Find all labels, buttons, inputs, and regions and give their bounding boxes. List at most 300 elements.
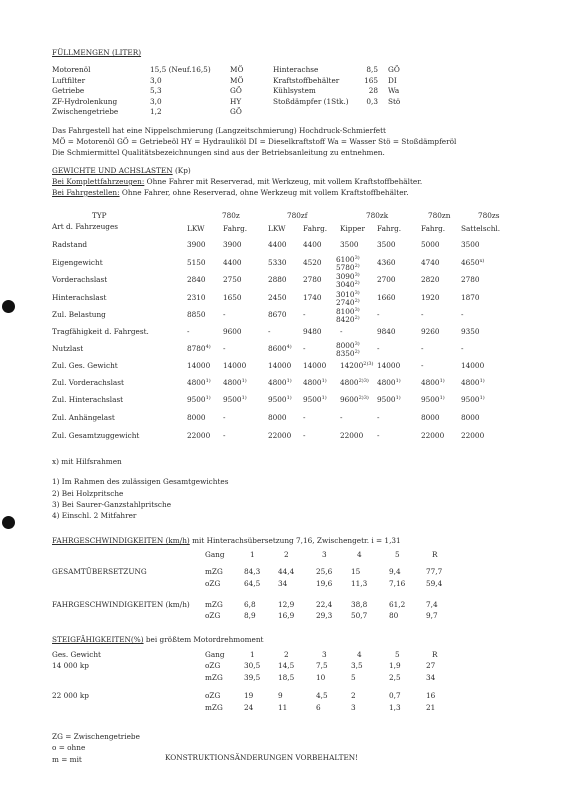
cell: 5330	[268, 258, 287, 267]
speed-value: 22,4	[316, 600, 333, 609]
cell	[340, 379, 369, 386]
steig-value: 7,5	[316, 661, 328, 670]
speed-value: 38,8	[351, 600, 368, 609]
cell: -	[303, 431, 306, 440]
speed-value: 25,6	[316, 567, 333, 576]
cell: 4520	[303, 258, 322, 267]
cell-value: 4800	[223, 378, 242, 387]
cell: 1920	[421, 293, 440, 302]
footnote-mark: 3)	[354, 272, 360, 278]
speed-value: 8,9	[244, 611, 256, 620]
legend-item: ZG = Zwischengetriebe	[52, 732, 140, 741]
cell	[187, 345, 211, 352]
gear-header: 5	[395, 650, 400, 659]
footnote-mark: 1)	[395, 378, 401, 384]
weight-label: 14 000 kp	[52, 661, 89, 670]
cell: -	[340, 413, 343, 422]
footnote-mark: 2)	[354, 315, 360, 321]
mode-label: mZG	[205, 673, 223, 682]
steig-value: 39,5	[244, 673, 261, 682]
footnote-mark: 3)	[354, 307, 360, 313]
cell: -	[223, 344, 226, 353]
mode-label: oZG	[205, 611, 221, 620]
footnote-mark: 3)	[354, 255, 360, 261]
footnote-mark: 1)	[205, 395, 211, 401]
fill-label: Hinterachse	[273, 65, 319, 74]
fill-label: Motorenöl	[52, 65, 91, 74]
footnote-mark: 2)3)	[363, 361, 374, 367]
fill-unit: MÖ	[230, 65, 244, 74]
fill-value: 15,5 (Neuf.16,5)	[150, 65, 211, 74]
cell-value: 9500	[303, 395, 322, 404]
cell: 2750	[223, 275, 242, 284]
mode-label: oZG	[205, 661, 221, 670]
speed-value: 34	[278, 579, 288, 588]
cell: 14000	[303, 361, 327, 370]
gewichte-heading	[52, 167, 191, 174]
speed-value: 29,3	[316, 611, 333, 620]
steig-value: 3,5	[351, 661, 363, 670]
footnote-mark: 4)	[205, 344, 211, 350]
steig-value: 24	[244, 703, 254, 712]
speed-value: 9,4	[389, 567, 401, 576]
definition-text: Ohne Fahrer, ohne Reserverad, ohne Werkzeug mit vollem Kraftstoffbehälter.	[121, 188, 409, 197]
footer-note: KONSTRUKTIONSÄNDERUNGEN VORBEHALTEN!	[165, 753, 359, 762]
cell: 9840	[377, 327, 396, 336]
footnote-mark: 1)	[205, 378, 211, 384]
model-header: 780zf	[287, 211, 308, 220]
cell: 2840	[187, 275, 206, 284]
speed-value: 19,6	[316, 579, 333, 588]
cell-value: 8100	[336, 307, 355, 316]
cell: 1650	[223, 293, 242, 302]
footnote-mark: 1)	[321, 378, 327, 384]
steig-value: 4,5	[316, 691, 328, 700]
speed-value: 7,4	[426, 600, 438, 609]
gear-header: 3	[322, 650, 327, 659]
row-label: Nutzlast	[52, 344, 84, 353]
cell-value: 3040	[336, 280, 355, 289]
speed-subtitle: mit Hinterachsübersetzung 7,16, Zwischengetr. i = 1,31	[192, 536, 401, 545]
speed-value: 44,4	[278, 567, 295, 576]
cell: 3900	[187, 240, 206, 249]
steig-heading	[52, 636, 263, 643]
stacked-cell	[336, 272, 360, 288]
art-label: Art d. Fahrzeuges	[52, 222, 119, 231]
cell	[461, 396, 485, 403]
cell: 4740	[421, 258, 440, 267]
steig-value: 9	[278, 691, 283, 700]
gewichte-definition	[52, 178, 422, 185]
fill-value: 165	[364, 75, 378, 85]
steig-subtitle: bei größtem Motordrehmoment	[145, 635, 264, 644]
steig-value: 10	[316, 673, 326, 682]
subcol-header: Fahrg.	[421, 224, 446, 233]
cell-value: 8600	[268, 344, 287, 353]
steig-value: 30,5	[244, 661, 261, 670]
cell: 4400	[223, 258, 242, 267]
cell	[340, 362, 373, 369]
gear-header: 1	[250, 550, 255, 559]
speed-value: 77,7	[426, 567, 443, 576]
cell-value: 14200	[340, 361, 364, 370]
footnote-mark: 1)	[286, 395, 292, 401]
cell: 8670	[268, 310, 287, 319]
fill-unit: Stö	[388, 96, 401, 106]
cell-value: 4800	[268, 378, 287, 387]
subcol-header: Fahrg.	[223, 224, 248, 233]
row-label: Zul. Vorderachslast	[52, 378, 124, 387]
row-label: Zul. Belastung	[52, 310, 106, 319]
footnote-mark: 3)	[354, 290, 360, 296]
subcol-header: Fahrg.	[303, 224, 328, 233]
footnote-mark: 4)	[286, 344, 292, 350]
footnote-mark: 1)	[395, 395, 401, 401]
fill-unit: Wa	[388, 86, 400, 95]
note-hilfsrahmen: x) mit Hilfsrahmen	[52, 457, 122, 466]
speed-value: 12,9	[278, 600, 295, 609]
speed-value: 61,2	[389, 600, 406, 609]
footnote-mark: 2)	[354, 280, 360, 286]
cell: 8850	[187, 310, 206, 319]
cell	[187, 396, 211, 403]
row-label: Tragfähigkeit d. Fahrgest.	[52, 327, 149, 336]
fill-unit: GÖ	[388, 65, 400, 74]
cell: 8000	[187, 413, 206, 422]
group-label: GESAMTÜBERSETZUNG	[52, 567, 147, 576]
gewichte-title: GEWICHTE UND ACHSLASTEN	[52, 166, 173, 175]
fill-value: 3,0	[150, 75, 162, 85]
fill-label: Zwischengetriebe	[52, 107, 119, 116]
steig-value: 16	[426, 691, 436, 700]
footnote-mark: 1)	[439, 395, 445, 401]
cell-value: 4800	[303, 378, 322, 387]
cell	[223, 379, 247, 386]
footnote-mark: 1)	[439, 378, 445, 384]
cell-value: 9500	[268, 395, 287, 404]
cell: 1870	[461, 293, 480, 302]
footnote: 4) Einschl. 2 Mitfahrer	[52, 511, 137, 520]
cell: 3500	[377, 240, 396, 249]
fill-unit: GÖ	[230, 86, 242, 95]
speed-value: 9,7	[426, 611, 438, 620]
cell: 1740	[303, 293, 322, 302]
definition-text: Ohne Fahrer mit Reserverad, mit Werkzeug, mit vollem Kraftstoffbehälter.	[146, 177, 423, 186]
fill-label: Getriebe	[52, 86, 85, 95]
fill-unit: HY	[230, 96, 242, 106]
punch-hole-bottom	[2, 516, 15, 529]
steig-value: 3	[351, 703, 356, 712]
speed-value: 50,7	[351, 611, 368, 620]
cell: 2700	[377, 275, 396, 284]
cell-value: 4800	[187, 378, 206, 387]
fill-value: 5,3	[150, 86, 162, 95]
cell	[187, 379, 211, 386]
cell	[340, 396, 369, 403]
speed-value: 7,16	[389, 579, 406, 588]
cell: 22000	[268, 431, 292, 440]
footnote: 1) Im Rahmen des zulässigen Gesamtgewichtes	[52, 477, 229, 486]
subcol-header: Fahrg.	[377, 224, 402, 233]
footnote-mark: 2)	[354, 298, 360, 304]
cell	[421, 396, 445, 403]
cell: -	[377, 413, 380, 422]
group-label: FAHRGESCHWINDIGKEITEN (km/h)	[52, 600, 190, 609]
model-header: 780zn	[428, 211, 451, 220]
cell-value: 6100	[336, 255, 355, 264]
cell: 14000	[223, 361, 247, 370]
cell: -	[421, 361, 424, 370]
row-label: Hinterachslast	[52, 293, 107, 302]
subcol-header: Sattelschl.	[461, 224, 501, 233]
definition-label: Bei Komplettfahrzeugen:	[52, 177, 145, 186]
mode-label: oZG	[205, 691, 221, 700]
subcol-header: Kipper	[340, 224, 365, 233]
legend-item: m = mit	[52, 755, 82, 764]
cell: 4360	[377, 258, 396, 267]
footnote-mark: 1)	[286, 378, 292, 384]
cell: 14000	[268, 361, 292, 370]
cell: 8000	[461, 413, 480, 422]
cell	[303, 396, 327, 403]
cell: 9350	[461, 327, 480, 336]
cell: -	[377, 344, 380, 353]
footnote-mark: 2)3)	[358, 395, 369, 401]
cell: -	[377, 431, 380, 440]
cell: 2780	[461, 275, 480, 284]
cell: 4400	[303, 240, 322, 249]
cell-value: 4800	[340, 378, 359, 387]
cell	[268, 345, 292, 352]
gear-header: R	[432, 550, 438, 559]
fill-label: Luftfilter	[52, 75, 86, 85]
cell: 5150	[187, 258, 206, 267]
cell: 8000	[421, 413, 440, 422]
cell: -	[421, 344, 424, 353]
legend-item: o = ohne	[52, 743, 86, 752]
cell: 14000	[377, 361, 401, 370]
cell-value: 3010	[336, 290, 355, 299]
stacked-cell	[336, 307, 360, 323]
row-label: Eigengewicht	[52, 258, 103, 267]
steig-value: 34	[426, 673, 436, 682]
footnote: 3) Bei Saurer-Ganzstahlpritsche	[52, 500, 172, 509]
speed-value: 15	[351, 567, 361, 576]
cell-value: 9500	[187, 395, 206, 404]
footnote-mark: 1)	[479, 378, 485, 384]
speed-value: 11,3	[351, 579, 368, 588]
cell-value: 4800	[377, 378, 396, 387]
stacked-cell	[336, 255, 360, 271]
cell-value: 9500	[223, 395, 242, 404]
row-label: Zul. Ges. Gewicht	[52, 361, 118, 370]
cell-value: 5780	[336, 263, 355, 272]
cell: 3500	[340, 240, 359, 249]
mode-label: oZG	[205, 579, 221, 588]
footnote-mark: 1)	[479, 395, 485, 401]
cell	[268, 379, 292, 386]
cell	[421, 379, 445, 386]
cell: -	[223, 310, 226, 319]
cell: -	[268, 327, 271, 336]
cell: 8000	[268, 413, 287, 422]
cell: 4400	[268, 240, 287, 249]
row-label: Vorderachslast	[52, 275, 108, 284]
row-label: Zul. Anhängelast	[52, 413, 115, 422]
fill-label: ZF-Hydrolenkung	[52, 96, 118, 106]
footnote-mark: 1)	[241, 378, 247, 384]
gear-header: R	[432, 650, 438, 659]
cell	[377, 379, 401, 386]
steig-title: STEIGFÄHIGKEITEN(%)	[52, 635, 144, 644]
steig-value: 2	[351, 691, 356, 700]
cell: 14000	[187, 361, 211, 370]
row-label: Radstand	[52, 240, 88, 249]
punch-hole-top	[2, 300, 15, 313]
speed-heading	[52, 537, 401, 544]
fill-value: 3,0	[150, 96, 162, 106]
steig-value: 14,5	[278, 661, 295, 670]
cell-value: 3090	[336, 272, 355, 281]
cell: -	[303, 310, 306, 319]
fill-label: Stoßdämpfer (1Stk.)	[273, 96, 349, 106]
cell	[461, 259, 484, 266]
cell-value: 9500	[421, 395, 440, 404]
fuellmengen-title: FÜLLMENGEN (LITER)	[52, 48, 142, 57]
stacked-cell	[336, 290, 360, 306]
gear-header: 2	[284, 650, 289, 659]
gewichte-definition	[52, 189, 409, 196]
cell	[461, 379, 485, 386]
fill-unit: GÖ	[230, 107, 242, 116]
cell	[223, 396, 247, 403]
cell-value: 8780	[187, 344, 206, 353]
cell	[303, 379, 327, 386]
cell-value: 9600	[340, 395, 359, 404]
cell	[377, 396, 401, 403]
cell: -	[461, 310, 464, 319]
speed-value: 59,4	[426, 579, 443, 588]
mode-label: mZG	[205, 703, 223, 712]
steig-value: 18,5	[278, 673, 295, 682]
cell	[268, 396, 292, 403]
cell: -	[223, 413, 226, 422]
footnote-mark: 2)3)	[358, 378, 369, 384]
cell: 22000	[187, 431, 211, 440]
cell: 14000	[461, 361, 485, 370]
steig-value: 19	[244, 691, 254, 700]
footnote-mark: 1)	[241, 395, 247, 401]
cell: 9480	[303, 327, 322, 336]
weight-label: 22 000 kp	[52, 691, 89, 700]
gear-header: 4	[357, 650, 362, 659]
steig-value: 21	[426, 703, 436, 712]
ges-label: Ges. Gewicht	[52, 650, 101, 659]
fuellmengen-note: Das Fahrgestell hat eine Nippelschmierung (Langzeitschmierung) Hochdruck-Schmierfett	[52, 126, 386, 135]
cell-value: 2740	[336, 298, 355, 307]
cell: 2450	[268, 293, 287, 302]
cell: -	[421, 310, 424, 319]
cell: -	[303, 344, 306, 353]
steig-value: 1,3	[389, 703, 401, 712]
cell-value: 4650	[461, 258, 480, 267]
steig-value: 2,5	[389, 673, 401, 682]
steig-value: 11	[278, 703, 288, 712]
footnote-mark: x)	[479, 258, 485, 264]
footnote-mark: 2)	[354, 263, 360, 269]
gear-header: 5	[395, 550, 400, 559]
cell: 5000	[421, 240, 440, 249]
cell: -	[187, 327, 190, 336]
cell: -	[340, 327, 343, 336]
gear-header: 3	[322, 550, 327, 559]
definition-label: Bei Fahrgestellen:	[52, 188, 120, 197]
stacked-cell	[336, 341, 360, 357]
speed-value: 80	[389, 611, 399, 620]
model-header: 780zs	[478, 211, 500, 220]
gang-label: Gang	[205, 650, 225, 659]
cell-value: 9500	[461, 395, 480, 404]
gewichte-unit: (Kp)	[174, 166, 191, 175]
fill-unit: MÖ	[230, 75, 244, 85]
mode-label: mZG	[205, 567, 223, 576]
cell: 9600	[223, 327, 242, 336]
fill-value: 0,3	[366, 96, 378, 106]
cell: 3900	[223, 240, 242, 249]
cell-value: 8350	[336, 349, 355, 358]
fill-value: 28	[368, 86, 378, 95]
steig-value: 1,9	[389, 661, 401, 670]
fuellmengen-note: Die Schmiermittel Qualitätsbezeichnungen sind aus der Betriebsanleitung zu entnehmen.	[52, 148, 385, 157]
footnote: 2) Bei Holzpritsche	[52, 489, 124, 498]
speed-value: 6,8	[244, 600, 256, 609]
cell: 22000	[421, 431, 445, 440]
steig-value: 5	[351, 673, 356, 682]
gear-header: 1	[250, 650, 255, 659]
cell: 2880	[268, 275, 287, 284]
typ-label: TYP	[92, 211, 107, 220]
cell: 9260	[421, 327, 440, 336]
cell: 1660	[377, 293, 396, 302]
steig-value: 6	[316, 703, 321, 712]
cell: 22000	[461, 431, 485, 440]
fill-value: 1,2	[150, 107, 162, 116]
fill-value: 8,5	[366, 65, 378, 74]
gang-label: Gang	[205, 550, 225, 559]
cell: 2780	[303, 275, 322, 284]
model-header: 780z	[222, 211, 240, 220]
fuellmengen-note: MÖ = Motorenöl GÖ = Getriebeöl HY = Hydrauliköl DI = Dieselkraftstoff Wa = Wasser Stö = Stoßdämpferöl	[52, 137, 457, 146]
row-label: Zul. Hinterachslast	[52, 395, 124, 404]
model-header: 780zk	[366, 211, 389, 220]
cell: -	[461, 344, 464, 353]
speed-value: 84,3	[244, 567, 261, 576]
gear-header: 4	[357, 550, 362, 559]
fill-unit: DI	[388, 75, 397, 85]
subcol-header: LKW	[187, 224, 205, 233]
steig-value: 0,7	[389, 691, 401, 700]
cell-value: 8420	[336, 315, 355, 324]
mode-label: mZG	[205, 600, 223, 609]
row-label: Zul. Gesamtzuggewicht	[52, 431, 140, 440]
fill-label: Kraftstoffbehälter	[273, 75, 340, 85]
fill-label: Kühlsystem	[273, 86, 316, 95]
cell-value: 9500	[377, 395, 396, 404]
cell-value: 4800	[461, 378, 480, 387]
gear-header: 2	[284, 550, 289, 559]
cell: 2310	[187, 293, 206, 302]
subcol-header: LKW	[268, 224, 286, 233]
